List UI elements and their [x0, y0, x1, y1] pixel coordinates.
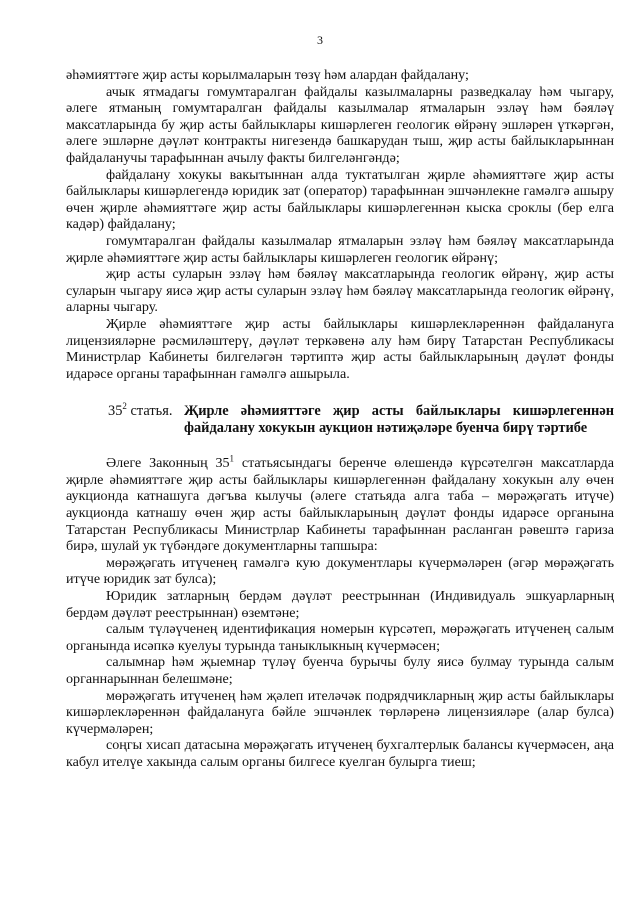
intro-sup: 1	[229, 453, 235, 464]
paragraph: әһәмияттәге җир асты корылмаларын төзү һәм алардан файдалану;	[66, 67, 469, 83]
paragraphs-after	[66, 555, 614, 771]
intro-part2: статьясындагы беренче өлешендә күрсәтелгән максатларда җирле әһәмияттәге җир асты байлыклары кишәрлегеннән файдалану хокукын алу өчен аукционда катнашуга дәгъва кылучы (әлеге статьяда алга таба – мөрәҗәгать итүче) аукционда катнашу өчен җир асты байлыкларының дәүләт фонды идарәсе органына Татарстан Республикасы Министрлар Кабинеты тарафыннан расланган рәвештә гариза бирә, шулай ук түбәндәге документларны тапшыра:	[66, 455, 614, 555]
intro-paragraph	[66, 455, 614, 555]
paragraphs-before	[66, 67, 614, 382]
paragraph: файдалану хокукы вакытыннан алда туктатылган җирле әһәмияттәге җир асты байлыклары кишәрлегендә юридик зат (оператор) тарафыннан эшчәнлекне гамәлгә ашыру өчен җирле әһәмияттәге җир асты байлыклары кишәрлегеннән кыска сроклы (бер елга кадәр) файдалану;	[66, 166, 614, 233]
paragraph: мөрәҗәгать итүченең гамәлгә кую документлары күчермәләрен (әгәр мөрәҗәгать итүче юридик зат булса);	[66, 554, 614, 588]
article-number	[66, 403, 184, 437]
page-number: 3	[317, 33, 323, 47]
article-heading	[66, 403, 614, 437]
paragraph: гомумтаралган файдалы казылмалар ятмаларын эзләү һәм бәяләү максатларында җирле әһәмияттәге җир асты байлыклары кишәрлеген геологик өйрәнү;	[66, 232, 614, 266]
paragraph: Җирле әһәмияттәге җир асты байлыклары кишәрлекләреннән файдалануга лицензияләрне рәсмиләштерү, дәүләт теркәвенә алу һәм бирү Татарстан Республикасы Министрлар Кабинеты билгеләгән тәртиптә җир асты байлыкларының дәүләт фонды идарәсе органы тарафыннан гамәлгә ашырыла.	[66, 315, 614, 382]
paragraph: соңгы хисап датасына мөрәҗәгать итүченең бухгалтерлык балансы күчермәсен, аңа кабул ителүе хакында салым органы билгесе куелган булырга тиеш;	[66, 737, 614, 770]
article-number-sup: 2	[122, 401, 127, 412]
intro-part1: Әлеге Законның 35	[106, 455, 230, 472]
paragraph: җир асты суларын эзләү һәм бәяләү максатларында геологик өйрәнү, җир асты суларын чыгару яисә җир асты суларын эзләү һәм бәяләү максатларында геологик өйрәнү, аларны чыгару.	[66, 266, 614, 316]
article-title: Җирле әһәмияттәге җир асты байлыклары кишәрлегеннән файдалану хокукын аукцион нәтиҗәләре буенча бирү тәртибе	[184, 403, 614, 437]
paragraph: ачык ятмадагы гомумтаралган файдалы казылмаларны разведкалау һәм чыгару, әлеге ятманың гомумтаралган файдалы казылмалар ятмаларын эзләү һәм бәяләү максатларында бу җир асты байлыклары кишәрлеген геологик өйрәнү эшләрен үткәргән, әлеге эшләрне дәүләт контракты нигезендә башкарудан тыш, җир асты байлыкларыннан файдаланучы тарафыннан ачылу факты билгеләнгәндә;	[66, 83, 614, 166]
paragraph: салым түләүченең идентификация номерын күрсәтеп, мөрәҗәгать итүченең салым органында исәпкә куелуы турында таныклыкның күчермәсен;	[66, 621, 614, 654]
paragraph: мөрәҗәгать итүченең һәм җәлеп ителәчәк подрядчикларның җир асты байлыклары кишәрлекләреннән файдалануга бәйле эшчәнлек төрләренә лицензияләре (алар булса) күчермәләрен;	[66, 687, 614, 737]
paragraph: салымнар һәм җыемнар түләү буенча бурычы булу яисә булмау турында салым органнарыннан белешмәне;	[66, 654, 614, 687]
document-body	[66, 67, 614, 771]
paragraph: Юридик затларның бердәм дәүләт реестрыннан (Индивидуаль эшкуарларның бердәм дәүләт реестрыннан) өземтәне;	[66, 588, 614, 621]
article-number-value: 35	[108, 403, 123, 420]
article-label: статья.	[130, 403, 173, 420]
